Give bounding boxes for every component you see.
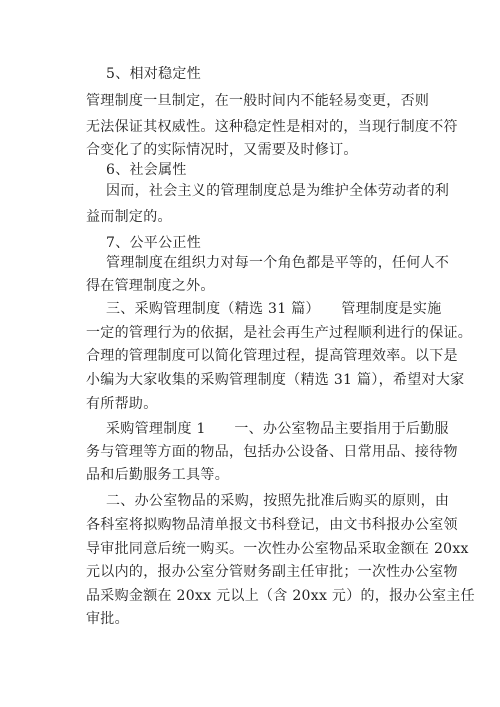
section-heading-social: 6、社会属性 [106, 162, 187, 178]
paragraph-line: 元以内的，报办公室分管财务副主任审批；一次性办公室物 [86, 564, 458, 580]
section-heading-fairness: 7、公平公正性 [106, 235, 202, 251]
paragraph-line: 因而，社会主义的管理制度总是为维护全体劳动者的利 [106, 183, 450, 199]
paragraph-line: 合变化了的实际情况时，又需要及时修订。 [86, 142, 358, 158]
paragraph-line: 有所帮助。 [86, 396, 158, 412]
paragraph-line: 管理制度在组织力对每一个角色都是平等的，任何人不 [106, 255, 450, 271]
paragraph-line: 各科室将拟购物品清单报文书科登记，由文书科报办公室领 [86, 517, 458, 533]
paragraph-line: 采购管理制度 1 一、办公室物品主要指用于后勤服 [106, 421, 449, 437]
paragraph-line: 管理制度一旦制定，在一般时间内不能轻易变更，否则 [86, 93, 430, 109]
paragraph-line: 小编为大家收集的采购管理制度（精选 31 篇），希望对大家 [86, 372, 465, 388]
paragraph-line: 一定的管理行为的依据，是社会再生产过程顺利进行的保证。 [86, 325, 473, 341]
paragraph-line: 益而制定的。 [86, 209, 172, 225]
section-heading-stability: 5、相对稳定性 [106, 66, 202, 82]
paragraph-line: 品采购金额在 20xx 元以上（含 20xx 元）的，报办公室主任 [86, 588, 475, 604]
paragraph-line: 合理的管理制度可以简化管理过程，提高管理效率。以下是 [86, 348, 458, 364]
paragraph-line: 导审批同意后统一购买。一次性办公室物品采取金额在 20xx [86, 541, 469, 557]
paragraph-line: 无法保证其权威性。这种稳定性是相对的，当现行制度不符 [86, 119, 458, 135]
section-heading-procurement: 三、采购管理制度（精选 31 篇） 管理制度是实施 [106, 301, 442, 317]
paragraph-line: 务与管理等方面的物品，包括办公设备、日常用品、接待物 [86, 444, 458, 460]
paragraph-line: 得在管理制度之外。 [86, 278, 215, 294]
paragraph-line: 品和后勤服务工具等。 [86, 467, 229, 483]
paragraph-line: 审批。 [86, 611, 129, 627]
paragraph-line: 二、办公室物品的采购，按照先批准后购买的原则，由 [106, 493, 450, 509]
